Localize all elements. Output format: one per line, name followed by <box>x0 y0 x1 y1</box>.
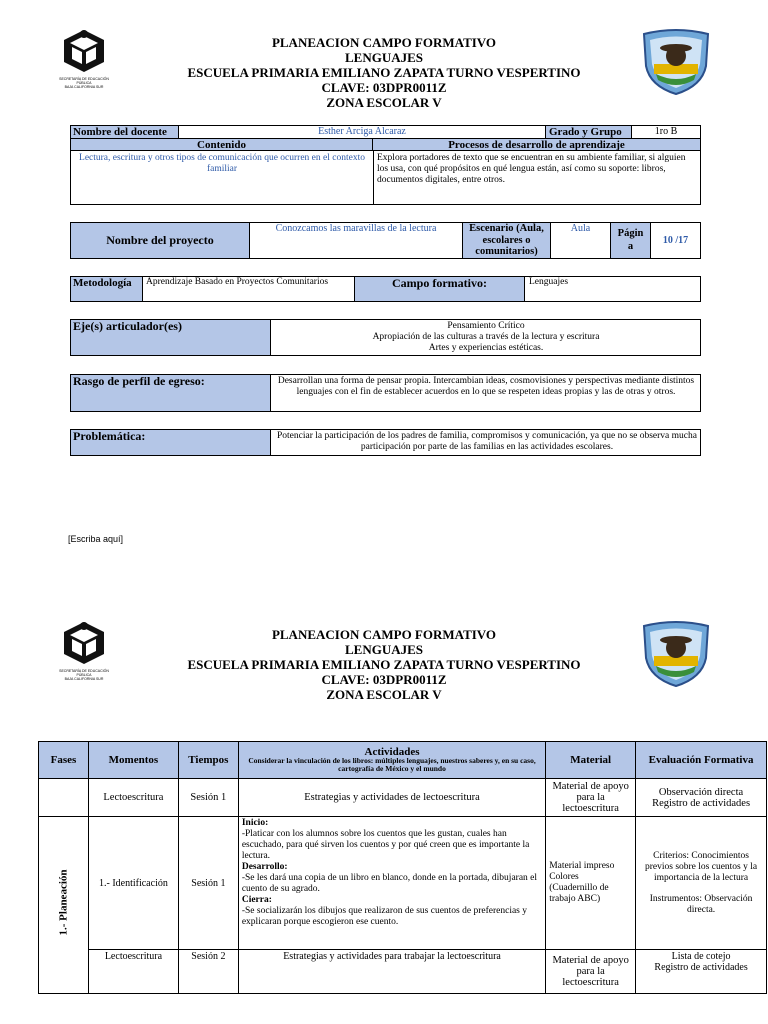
school-shield-logo <box>636 26 716 96</box>
desarrollo-text: -Se les dará una copia de un libro en blanco, donde en la portada, dibujaran el cuento de su agrado. <box>241 873 538 894</box>
eje-item: Artes y experiencias estéticas. <box>428 343 544 353</box>
header-line: LENGUAJES <box>344 50 424 65</box>
logo-caption: SECRETARÍA DE EDUCACIÓN PÚBLICA <box>59 669 109 677</box>
instrumentos-text: Instrumentos: Observación directa. <box>649 893 753 915</box>
header-line: PLANEACION CAMPO FORMATIVO <box>271 627 497 642</box>
problematica-label: Problemática: <box>71 430 271 455</box>
header-line: ESCUELA PRIMARIA EMILIANO ZAPATA TURNO VESPERTINO <box>187 65 581 80</box>
placeholder-text[interactable]: [Escriba aquí] <box>68 534 124 544</box>
rasgo-label: Rasgo de perfil de egreso: <box>71 375 271 411</box>
fase-cell <box>39 817 89 994</box>
school-shield-logo <box>636 618 716 688</box>
fase-label: 1.- Planeación <box>57 869 70 936</box>
momento-cell: Lectoescritura <box>88 779 178 817</box>
sep-logo <box>52 28 116 89</box>
actividad-cell: Estrategias y actividades para trabajar la lectoescritura <box>238 950 545 994</box>
header-line: CLAVE: 03DPR0011Z <box>321 672 447 687</box>
proyecto-value: Conozcamos las maravillas de la lectura <box>275 223 437 234</box>
actividad-cell: Estrategias y actividades de lectoescritura <box>238 779 545 817</box>
eje-item: Apropiación de las culturas a través de la lectura y escritura <box>372 332 600 342</box>
metodologia-label: Metodología <box>71 277 143 301</box>
logo-caption: SECRETARÍA DE EDUCACIÓN PÚBLICA <box>59 77 109 85</box>
proyecto-label: Nombre del proyecto <box>71 223 250 258</box>
momento-cell: 1.- Identificación <box>88 817 178 950</box>
desarrollo-label: Desarrollo: <box>241 862 288 872</box>
contenido-header: Contenido <box>71 139 373 151</box>
header-line: LENGUAJES <box>344 642 424 657</box>
fase-cell <box>39 779 89 817</box>
col-header-tiempos: Tiempos <box>178 742 238 779</box>
eje-item: Pensamiento Crítico <box>447 321 525 331</box>
escenario-value: Aula <box>551 223 611 258</box>
evaluacion-item: Lista de cotejo <box>671 951 731 962</box>
problematica-value: Potenciar la participación de los padres de familia, compromisos y comunicación, ya que no se observa mucha participación por parte de las familias en las actividades escolares. <box>277 431 697 452</box>
table-header-row <box>39 742 767 779</box>
header-line: PLANEACION CAMPO FORMATIVO <box>271 35 497 50</box>
header-line: CLAVE: 03DPR0011Z <box>321 80 447 95</box>
evaluacion-item: Registro de actividades <box>654 962 748 973</box>
logo-caption: BAJA CALIFORNIA SUR <box>64 677 104 681</box>
tiempo-cell: Sesión 1 <box>178 779 238 817</box>
table-row <box>39 950 767 994</box>
pagina-value: 10 /17 <box>662 235 689 246</box>
evaluacion-item: Registro de actividades <box>652 797 751 809</box>
inicio-text: -Platicar con los alumnos sobre los cuentos que les gustan, cuales han escuchado, para qué sirven los cuentos y por qué creen que es importante la lectura. <box>241 829 530 861</box>
header-line: ESCUELA PRIMARIA EMILIANO ZAPATA TURNO VESPERTINO <box>187 657 581 672</box>
evaluacion-cell <box>636 779 767 817</box>
ejes-label: Eje(s) articulador(es) <box>71 320 271 355</box>
actividades-subtitle: Considerar la vinculación de los libros: múltiples lenguajes, nuestros saberes y, en su caso, cartografía de México y el mundo <box>248 755 536 773</box>
rasgo-value: Desarrollan una forma de pensar propia. Intercambian ideas, cosmovisiones y perspectivas mediante distintos lenguajes con el fin de establecer acuerdos en lo que se respeten ideas propias y las de otras y otros. <box>277 376 695 397</box>
header-line: ZONA ESCOLAR V <box>326 687 442 702</box>
contenido-text: Lectura, escritura y otros tipos de comunicación que ocurren en el contexto familiar <box>79 153 365 174</box>
docente-label: Nombre del docente <box>71 126 179 138</box>
col-header-fases: Fases <box>39 742 89 779</box>
col-header-momentos: Momentos <box>88 742 178 779</box>
cierre-text: -Se socializarán los dibujos que realizaron de sus cuentos de preferencias y explicaran porque escogieron ese cuento. <box>241 906 528 927</box>
material-cell: Material de apoyo para la lectoescritura <box>546 779 636 817</box>
inicio-label: Inicio: <box>241 818 269 828</box>
logo-caption: BAJA CALIFORNIA SUR <box>64 85 104 89</box>
document-header <box>150 35 618 110</box>
header-line: ZONA ESCOLAR V <box>326 95 442 110</box>
procesos-header: Procesos de desarrollo de aprendizaje <box>373 139 700 151</box>
metodologia-value: Aprendizaje Basado en Proyectos Comunitarios <box>146 277 329 287</box>
tiempo-cell: Sesión 2 <box>178 950 238 994</box>
procesos-text: Explora portadores de texto que se encuentran en su ambiente familiar, si alguien los usa, con qué propósitos en qué lengua están, así como su soporte: libros, documentos digitales, entre otros. <box>377 153 686 185</box>
grado-label: Grado y Grupo <box>546 126 632 138</box>
ejes-list <box>272 321 700 354</box>
material-item: (Cuadernillo de trabajo ABC) <box>549 883 609 904</box>
escenario-label: Escenario (Aula, escolares o comunitarios) <box>463 223 551 258</box>
col-header-actividades <box>238 742 545 779</box>
docente-value: Esther Arciga Alcaraz <box>179 126 546 138</box>
cierre-label: Cierra: <box>241 895 272 905</box>
col-header-material: Material <box>546 742 636 779</box>
evaluacion-cell <box>636 950 767 994</box>
actividades-table <box>38 741 767 994</box>
pagina-label: Págin a <box>611 223 651 258</box>
material-item: Colores <box>549 872 579 882</box>
material-cell: Material de apoyo para la lectoescritura <box>546 950 636 994</box>
grado-value: 1ro B <box>654 126 678 137</box>
evaluacion-cell <box>636 817 767 950</box>
sep-logo <box>52 620 116 681</box>
actividades-title: Actividades <box>364 745 420 758</box>
actividad-cell <box>238 817 545 950</box>
table-row <box>39 779 767 817</box>
momento-cell: Lectoescritura <box>88 950 178 994</box>
campo-value: Lenguajes <box>529 277 569 287</box>
material-cell <box>546 817 636 950</box>
material-item: Material impreso <box>549 861 615 871</box>
campo-label: Campo formativo: <box>355 277 525 301</box>
col-header-evaluacion: Evaluación Formativa <box>636 742 767 779</box>
evaluacion-item: Observación directa <box>658 786 744 798</box>
document-header <box>150 627 618 702</box>
table-row <box>39 817 767 950</box>
criterios-text: Criterios: Conocimientos previos sobre los cuentos y la importancia de la lectura <box>644 850 758 883</box>
tiempo-cell: Sesión 1 <box>178 817 238 950</box>
